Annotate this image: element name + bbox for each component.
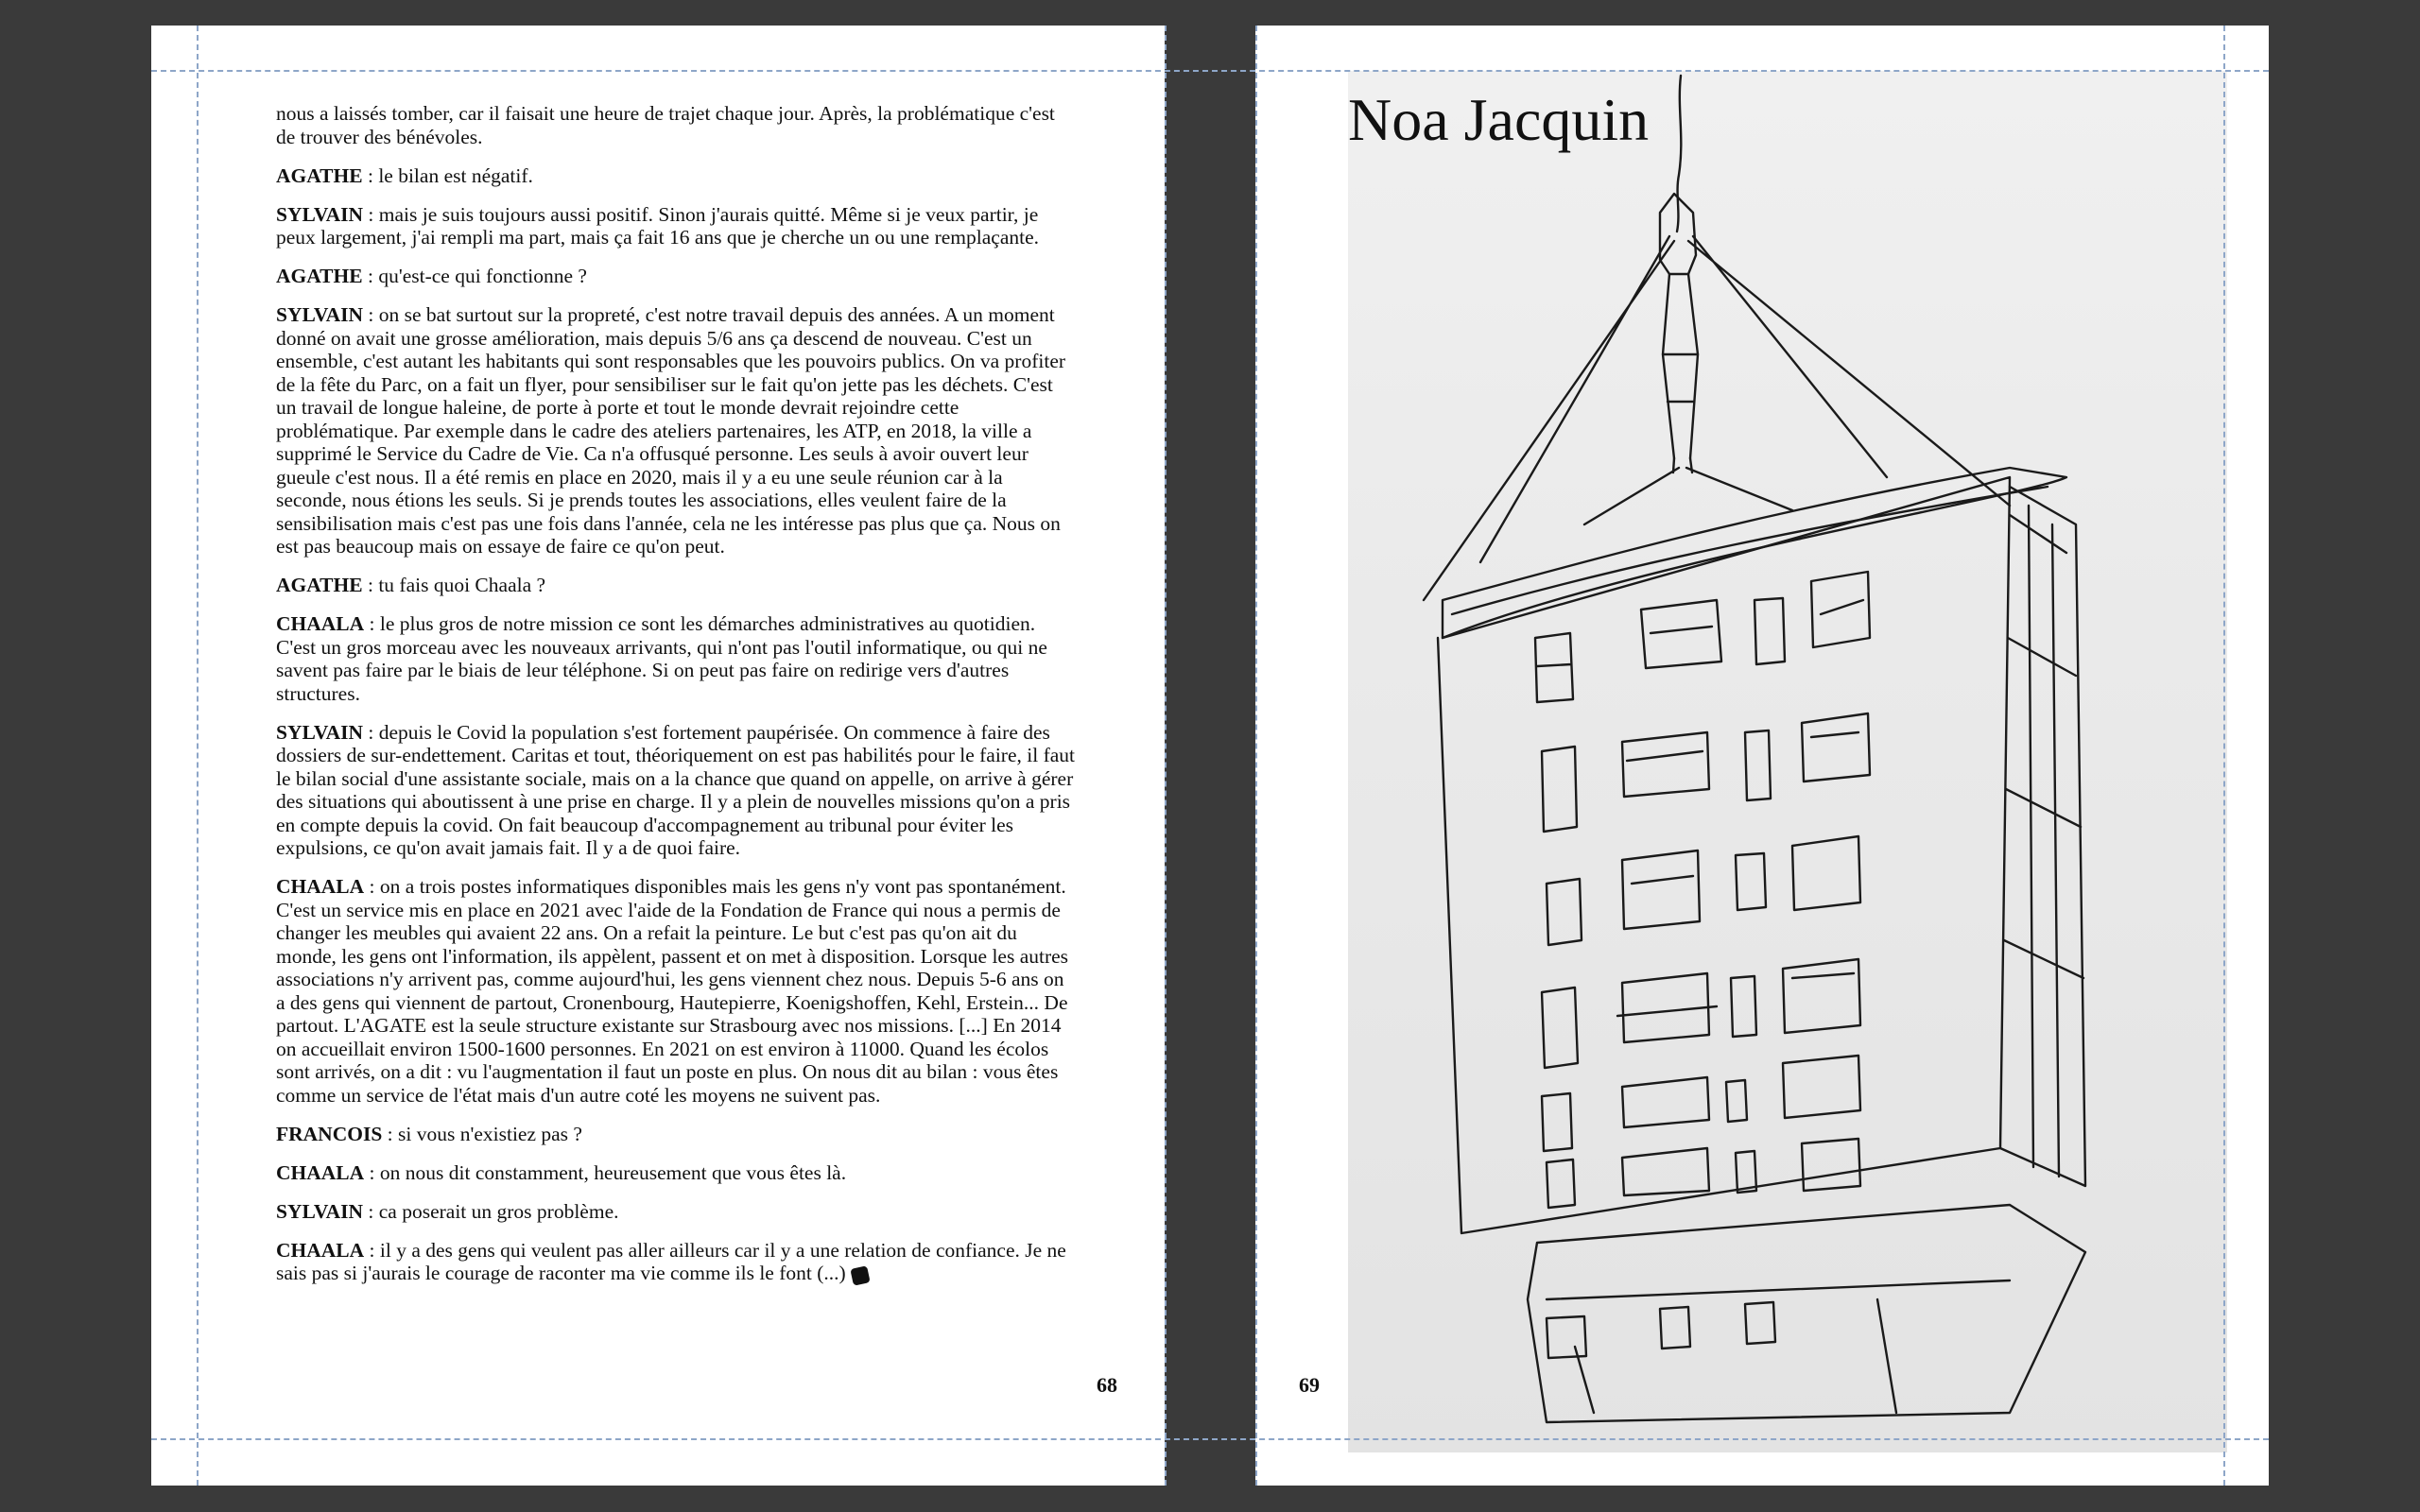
author-name: Noa Jacquin bbox=[1348, 86, 1650, 153]
speaker-label: SYLVAIN bbox=[276, 202, 364, 226]
speaker-label: CHAALA bbox=[276, 612, 365, 635]
paragraph bbox=[276, 203, 1075, 249]
speaker-label: SYLVAIN bbox=[276, 720, 364, 744]
paragraph-text: : on se bat surtout sur la propreté, c'est notre travail depuis des années. A un moment donné on avait une grosse amélioration, mais depuis 5/6 ans ça descend de nouveau. C'est un ensemble, c'est autant les habitants qui sont responsables que les pouvoirs publics. On va profiter de la fête du Parc, on a fait un flyer, pour sensibiliser sur le fait qu'on jette pas les déchets. C'est un travail de longue haleine, de porte à porte et tout le monde devrait rejoindre cette problématique. Par exemple dans le cadre des ateliers partenaires, les ATP, en 2018, la ville a supprimé le Service du Cadre de Vie. Ca n'a offusqué personne. Les seuls à avoir ouvert leur gueule c'est nous. Il a été remis en place en 2020, mais il y a eu une seule réunion car à la seconde, nous étions les seuls. Si je prends toutes les associations, elles veulent faire de la sensibilisation mais c'est pas une fois dans l'année, cela ne les intéresse pas plus que ça. Nous on est pas beaucoup mais on essaye de faire ce qu'on peut. bbox=[276, 303, 1066, 558]
guide-line-left-inner bbox=[1165, 26, 1167, 1486]
paragraph-text: : tu fais quoi Chaala ? bbox=[362, 574, 546, 596]
guide-line-right-inner bbox=[1255, 26, 1257, 1486]
guide-line-right-outer bbox=[2223, 26, 2225, 1486]
paragraph bbox=[276, 1161, 1075, 1185]
paragraph bbox=[276, 721, 1075, 860]
pencil-sketch-building-icon bbox=[1348, 71, 2227, 1452]
paragraph-text: : on nous dit constamment, heureusement que vous êtes là. bbox=[364, 1160, 847, 1184]
paragraph-text: : depuis le Covid la population s'est fortement paupérisée. On commence à faire des dossiers de sur-endettement. Caritas et tout, théoriquement on est pas habilités pour le faire, il faut le bilan social d'une assistante sociale, mais on a la chance que quand on appelle, on arrive à gérer des situations qui aboutissent à une prise en charge. Il y a plein de nouvelles missions qu'on a pris en compte depuis la covid. On fait beaucoup d'accompagnement au tribunal pour éviter les expulsions, ce qu'on avait jamais fait. Il y a de quoi faire. bbox=[276, 720, 1075, 859]
page-number-right: 69 bbox=[1299, 1373, 1320, 1397]
speaker-label: SYLVAIN bbox=[276, 1199, 364, 1223]
paragraph-text: : si vous n'existiez pas ? bbox=[382, 1122, 582, 1145]
paragraph bbox=[276, 265, 1075, 288]
paragraph bbox=[276, 1123, 1075, 1146]
paragraph bbox=[276, 612, 1075, 705]
paragraph bbox=[276, 574, 1075, 597]
paragraph bbox=[276, 303, 1075, 558]
paragraph-text: : mais je suis toujours aussi positif. Sinon j'aurais quitté. Même si je veux partir, je peux largement, j'ai rempli ma part, mais ça fait 16 ans que je cherche un ou une remplaçante. bbox=[276, 202, 1040, 249]
paragraph bbox=[276, 102, 1075, 148]
speaker-label: CHAALA bbox=[276, 1160, 365, 1184]
paragraph-text: : qu'est-ce qui fonctionne ? bbox=[362, 265, 587, 287]
building-sketch-illustration bbox=[1348, 71, 2227, 1452]
paragraph-text: : ca poserait un gros problème. bbox=[363, 1199, 619, 1223]
paragraph bbox=[276, 1239, 1075, 1285]
speaker-label: FRANCOIS bbox=[276, 1122, 383, 1145]
page-number-left: 68 bbox=[1097, 1373, 1117, 1397]
end-mark-icon bbox=[850, 1265, 870, 1285]
paragraph bbox=[276, 164, 1075, 188]
speaker-label: CHAALA bbox=[276, 1238, 365, 1262]
guide-line-bottom bbox=[151, 1438, 2269, 1440]
guide-line-top bbox=[151, 70, 2269, 72]
speaker-label: AGATHE bbox=[276, 163, 363, 187]
speaker-label: SYLVAIN bbox=[276, 303, 364, 326]
paragraph bbox=[276, 1200, 1075, 1224]
paragraph bbox=[276, 875, 1075, 1107]
paragraph-text: : on a trois postes informatiques disponibles mais les gens n'y vont pas spontanément. C'est un service mis en place en 2021 avec l'aide de la Fondation de France qui nous a permis de changer les meubles qui avaient 22 ans. On a refait la peinture. Le but c'est pas qu'on ait du monde, les gens ont l'information, ils appèlent, passent et on met à disposition. Lorsque les autres associations n'y arrivent pas, comme aujourd'hui, les gens viennent chez nous. Depuis 5-6 ans on a des gens qui viennent de partout, Cronenbourg, Hautepierre, Koenigshoffen, Kehl, Erstein... De partout. L'AGATE est la seule structure existante sur Strasbourg avec nos missions. [...] En 2014 on accueillait environ 1500-1600 personnes. En 2021 on est environ à 11000. Quand les écolos sont arrivés, on a dit : vu l'augmentation il faut un poste en plus. On nous dit au bilan : vous êtes comme un service de l'état mais d'un autre coté les moyens ne suivent pas. bbox=[276, 875, 1069, 1107]
interview-text bbox=[276, 102, 1075, 1300]
paragraph-text: : il y a des gens qui veulent pas aller ailleurs car il y a une relation de confiance. Je ne sais pas si j'aurais le courage de raconter ma vie comme ils le font (...) bbox=[276, 1238, 1066, 1284]
speaker-label: CHAALA bbox=[276, 875, 365, 898]
paragraph-text: : le plus gros de notre mission ce sont les démarches administratives au quotidien. C'est un gros morceau avec les nouveaux arrivants, qui n'ont pas l'outil informatique, ou qui ne savent pas faire par le biais de leur téléphone. Si on peut pas faire on redirige vers d'autres structures. bbox=[276, 612, 1047, 705]
paragraph-text: nous a laissés tomber, car il faisait une heure de trajet chaque jour. Après, la problématique c'est de trouver des bénévoles. bbox=[276, 102, 1055, 148]
speaker-label: AGATHE bbox=[276, 265, 363, 287]
guide-line-left-outer bbox=[197, 26, 199, 1486]
paragraph-text: : le bilan est négatif. bbox=[362, 163, 533, 187]
speaker-label: AGATHE bbox=[276, 574, 363, 596]
